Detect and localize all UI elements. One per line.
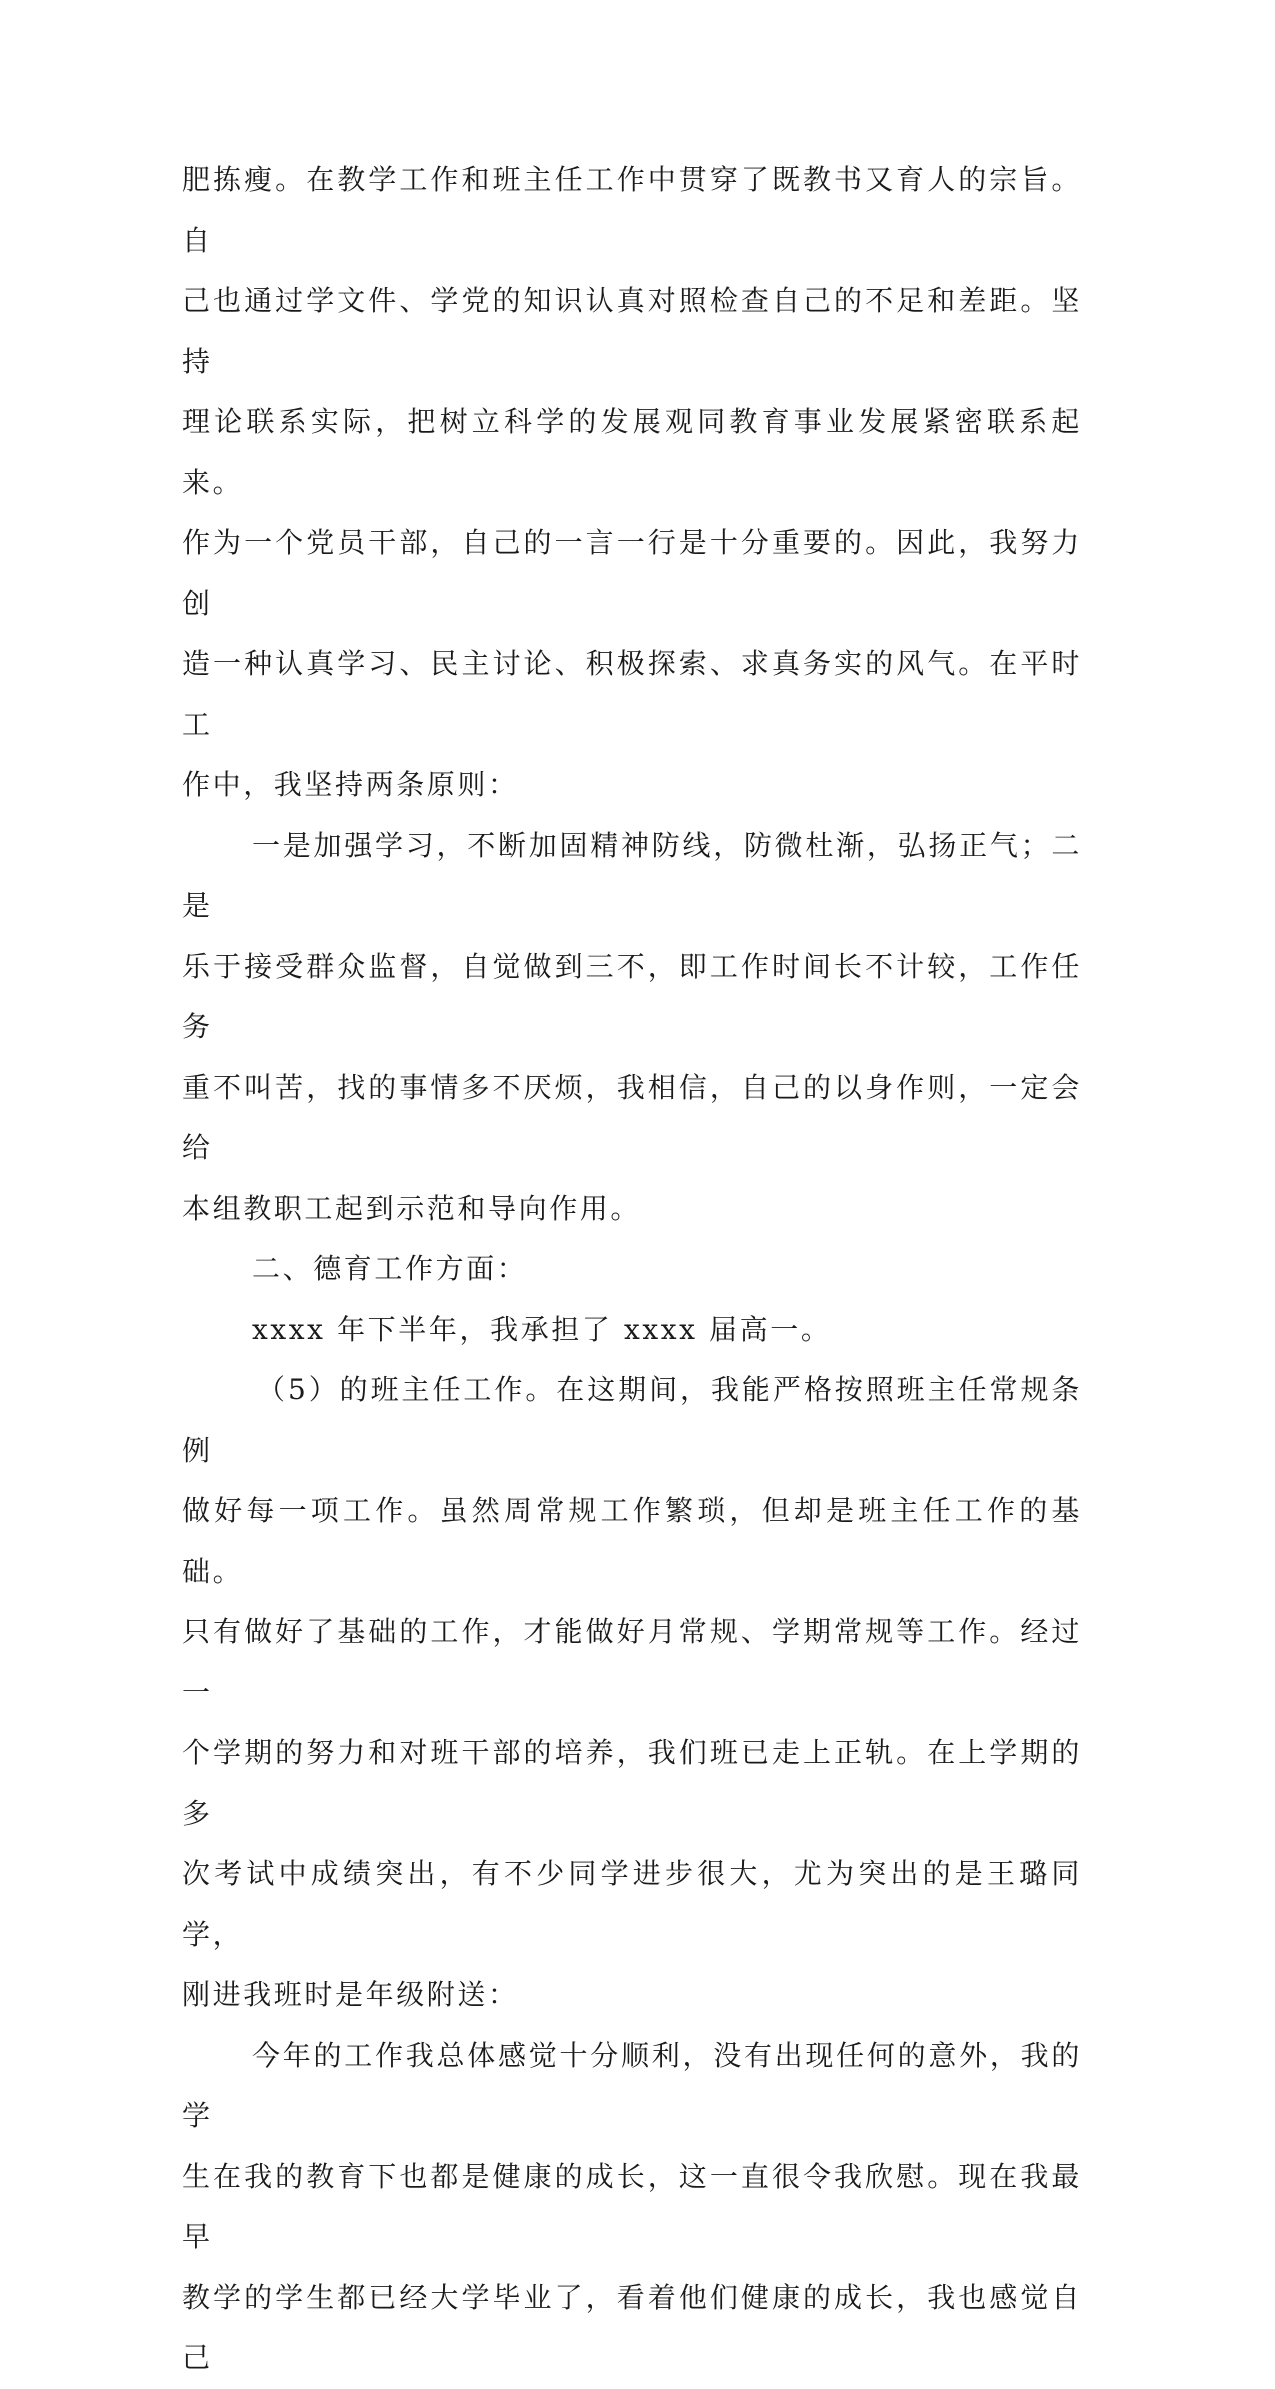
text-line: 作为一个党员干部，自己的一言一行是十分重要的。因此，我努力创 [182,526,1082,620]
text-line: （5）的班主任工作。在这期间，我能严格按照班主任常规条例 [182,1373,1082,1467]
text-line: 重不叫苦，找的事情多不厌烦，我相信，自己的以身作则，一定会给 [182,1070,1082,1164]
paragraph-6 [182,2026,1082,2389]
text-line: xxxx 年下半年，我承担了 xxxx 届高一。 [252,1312,832,1346]
text-line: 个学期的努力和对班干部的培养，我们班已走上正轨。在上学期的多 [182,1736,1082,1830]
text-line: 理论联系实际，把树立科学的发展观同教育事业发展紧密联系起来。 [182,405,1082,499]
paragraph-4 [182,1300,1082,1361]
paragraph-1 [182,150,1082,816]
text-line: 本组教职工起到示范和导向作用。 [182,1191,642,1225]
text-line: 乐于接受群众监督，自觉做到三不，即工作时间长不计较，工作任务 [182,949,1082,1043]
text-line: 刚进我班时是年级附送： [182,1978,519,2011]
text-line: 肥拣瘦。在教学工作和班主任工作中贯穿了既教书又育人的宗旨。自 [182,163,1082,257]
paragraph-5 [182,1360,1082,2026]
text-line: 己也通过学文件、学党的知识认真对照检查自己的不足和差距。坚持 [182,284,1082,378]
text-line: 只有做好了基础的工作，才能做好月常规、学期常规等工作。经过一 [182,1615,1082,1709]
text-line: 次考试中成绩突出，有不少同学进步很大，尤为突出的是王璐同学， [182,1857,1082,1951]
text-line: 一是加强学习，不断加固精神防线，防微杜渐，弘扬正气；二是 [182,828,1082,922]
text-line: 作中，我坚持两条原则： [182,768,519,801]
text-line: 造一种认真学习、民主讨论、积极探索、求真务实的风气。在平时工 [182,647,1082,741]
document-body [182,150,1082,2389]
text-line: 教学的学生都已经大学毕业了，看着他们健康的成长，我也感觉自己 [182,2280,1082,2374]
paragraph-2 [182,816,1082,1240]
text-line: 做好每一项工作。虽然周常规工作繁琐，但却是班主任工作的基础。 [182,1494,1082,1588]
text-line: 今年的工作我总体感觉十分顺利，没有出现任何的意外，我的学 [182,2038,1082,2132]
text-line: 生在我的教育下也都是健康的成长，这一直很令我欣慰。现在我最早 [182,2159,1082,2253]
text-line: 二、德育工作方面： [252,1252,528,1285]
section-heading [182,1239,1082,1300]
